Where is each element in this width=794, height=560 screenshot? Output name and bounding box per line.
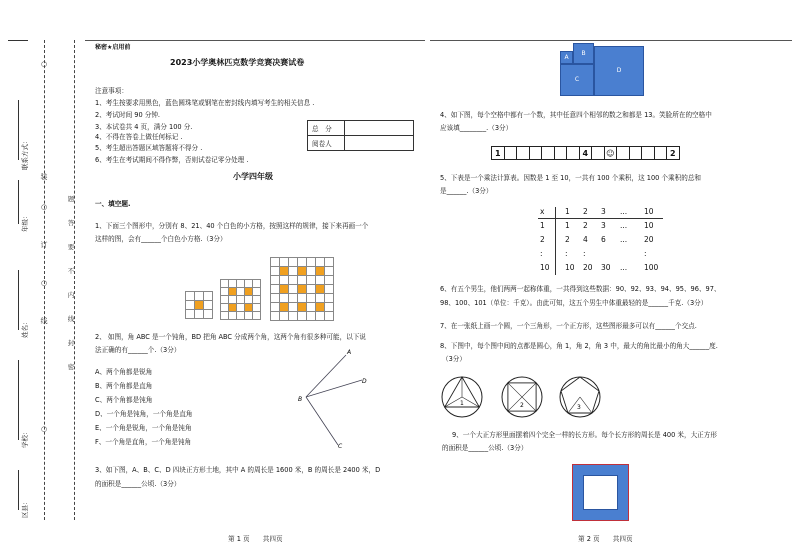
q3-figure — [560, 43, 644, 96]
q5-cell: 100 — [644, 263, 659, 272]
note-line: 1、考生按要求用黑色，蓝色圆珠笔或钢笔在密封线内填写考生的相关信息 . — [95, 99, 315, 107]
q4-cell: 2 — [666, 146, 680, 160]
q4-cell — [541, 146, 555, 160]
q8-angle-1: 1 — [460, 400, 464, 407]
q2-option-a: A、两个角都是锐角 — [95, 368, 153, 376]
q8-angle-2: 2 — [520, 402, 524, 409]
notes-heading: 注意事项： — [95, 87, 128, 95]
score-total-label: 总 分 — [308, 121, 345, 136]
seal-mark: ○ — [40, 203, 48, 211]
note-line: 4、不得在答卷上做任何标记 . — [95, 133, 183, 141]
q5-cell: 30 — [601, 263, 611, 272]
q2-option-c: C、两个角都是钝角 — [95, 396, 153, 404]
q4-sequence — [492, 146, 680, 160]
q4-cell — [654, 146, 668, 160]
seal-mark: ○ — [40, 425, 48, 433]
q5-cell: : — [583, 249, 586, 258]
q4-cell — [629, 146, 643, 160]
q5-cell: 1 — [565, 221, 570, 230]
note-line: 3、本试卷共 4 页，满分 100 分. — [95, 123, 193, 131]
q7-text: 7、在一张纸上画一个圆，一个三角形，一个正方形，这些图形最多可以有______个交点. — [440, 322, 697, 330]
q2-option-e: E、一个角是锐角，一个角是钝角 — [95, 424, 192, 432]
q4-cell — [591, 146, 605, 160]
seal-label: 封 — [67, 339, 75, 347]
binding-school-field[interactable] — [18, 360, 20, 440]
q8-text-2: （3分） — [442, 355, 466, 363]
q5-cell: 6 — [601, 235, 606, 244]
q9-text: 9、一个大正方形里面摆着四个完全一样的长方形。每个长方形的周长是 400 米，大正方形 — [452, 431, 717, 439]
q5-table — [538, 207, 668, 277]
q5-header-divider — [555, 207, 556, 275]
q2-label-c: C — [338, 443, 343, 450]
q1-figure-1 — [185, 291, 212, 318]
q5-cell: 4 — [583, 235, 588, 244]
binding-school: 学校： — [21, 428, 29, 448]
q2-angle-diagram — [290, 345, 367, 450]
grid-cell — [252, 311, 261, 320]
seal-label: 内 — [67, 291, 75, 299]
q4-cell — [566, 146, 580, 160]
q4-text-2: 应该填________.（3分） — [440, 124, 513, 132]
note-line: 2、考试时间 90 分钟. — [95, 111, 161, 119]
q5-cell: 2 — [583, 207, 588, 216]
grade-heading: 小学四年级 — [233, 172, 273, 181]
seal-label: 要 — [67, 243, 75, 251]
q4-cell: 1 — [491, 146, 505, 160]
q5-cell: 20 — [583, 263, 593, 272]
confidential-label: 秘密★启用前 — [95, 44, 131, 51]
footer-left: 第 1 页 共四页 — [228, 535, 283, 543]
binding-name-field[interactable] — [18, 270, 20, 330]
q8-figures — [440, 375, 600, 420]
q5-cell: 20 — [644, 235, 654, 244]
q5-text-2: 是______.（3分） — [440, 187, 493, 195]
q9-figure — [572, 464, 629, 521]
q1-figure-2 — [220, 279, 260, 319]
q5-cell: : — [644, 249, 647, 258]
q4-cell — [641, 146, 655, 160]
q2-label-d: D — [362, 378, 367, 385]
seal-mark: 线 — [40, 317, 48, 325]
q5-cell: 10 — [540, 263, 550, 272]
q4-text: 4、如下图，每个空格中都有一个数，其中任意四个相邻的数之和都是 13。笑脸所在的空格中 — [440, 111, 712, 119]
q3-square-c: C — [560, 64, 594, 96]
score-total-cell[interactable] — [345, 121, 414, 136]
q5-text: 5、下表是一个乘法计算表。因数是 1 至 10，一共有 100 个乘积，这 100 个乘积的总和 — [440, 174, 702, 182]
q5-cell: : — [565, 249, 568, 258]
q4-cell — [616, 146, 630, 160]
q4-cell: 4 — [579, 146, 593, 160]
q8-angle-3: 3 — [577, 404, 581, 411]
seal-label: 线 — [67, 315, 75, 323]
seal-mark: ○ — [40, 60, 48, 68]
q3-text: 3、如下图，A、B、C、D 四块正方形土地，其中 A 的周长是 1600 米，B 的周长是 2400 米，D — [95, 466, 381, 474]
q5-cell: 1 — [540, 221, 545, 230]
q9-text-2: 的面积是______公顷.（3分） — [442, 444, 528, 452]
binding-grade: 年级： — [21, 212, 29, 232]
q5-cell: 10 — [644, 221, 654, 230]
q4-cell: ☺ — [604, 146, 618, 160]
q4-cell — [516, 146, 530, 160]
section-heading: 一、填空题. — [95, 200, 131, 208]
q5-cell: 2 — [583, 221, 588, 230]
grader-cell[interactable] — [345, 136, 414, 151]
q5-cell: x — [540, 207, 545, 216]
q5-cell: 10 — [644, 207, 654, 216]
exam-title: 2023小学奥林匹克数学竞赛决赛试卷 — [170, 58, 305, 67]
q5-cell: ... — [620, 263, 628, 272]
q6-text: 6、有五个男生，他们两两一起称体重，一共得到这些数据：90、92、93、94、95、96、97、 — [440, 285, 721, 293]
q5-cell: ... — [620, 221, 628, 230]
q5-cell: : — [540, 249, 543, 258]
q5-cell: 3 — [601, 207, 606, 216]
q5-cell: 1 — [565, 207, 570, 216]
q5-cell: ... — [620, 235, 628, 244]
q3-square-b: B — [573, 43, 594, 64]
q6-text-2: 98、100、101（单位：千克）。由此可知，这五个男生中体重最轻的是______千克.（3分） — [440, 299, 708, 307]
binding-contact-field[interactable] — [18, 100, 20, 160]
seal-label: 题 — [67, 195, 75, 203]
seal-mark: ○ — [40, 279, 48, 287]
q5-cell: ... — [620, 207, 628, 216]
q5-cell: 2 — [565, 235, 570, 244]
binding-district-field[interactable] — [18, 470, 20, 510]
q3-text-2: 的面积是______公顷.（3分） — [95, 480, 181, 488]
q5-header-line — [538, 218, 663, 219]
q2-option-d: D、一个角是钝角，一个角是直角 — [95, 410, 193, 418]
q4-cell — [504, 146, 518, 160]
grader-label: 阅卷人 — [308, 136, 345, 151]
seal-label: 密 — [67, 363, 75, 371]
q2-text: 2、 如图，角 ABC 是一个钝角，BD 把角 ABC 分成两个角，这两个角有很多种可能，以下说 — [95, 333, 367, 341]
q9-inner-square — [583, 475, 618, 510]
binding-grade-field[interactable] — [18, 180, 20, 224]
q5-cell: 2 — [540, 235, 545, 244]
q3-square-a: A — [560, 51, 573, 64]
q2-label-a: A — [347, 349, 352, 356]
q2-option-b: B、两个角都是直角 — [95, 382, 153, 390]
q4-cell — [529, 146, 543, 160]
seal-label: 不 — [67, 267, 75, 275]
score-table — [307, 120, 414, 151]
binding-name: 姓名： — [21, 318, 29, 338]
q1-text: 1、下面三个图形中，分别有 8、21、40 个白色的小方格，按照这样的规律，接下来再画一个 — [95, 222, 369, 230]
q3-square-d: D — [594, 46, 644, 96]
grid-cell — [324, 311, 334, 321]
q1-text-2: 这样的图，会有______个白色小方格.（3分） — [95, 235, 227, 243]
seal-label: 答 — [67, 219, 75, 227]
q1-figure-3 — [270, 257, 333, 320]
q4-cell — [554, 146, 568, 160]
q2-text-2: 法正确的有______个.（3分） — [95, 346, 181, 354]
seal-mark: 装 — [40, 173, 48, 181]
footer-right: 第 2 页 共四页 — [578, 535, 633, 543]
grid-cell — [203, 309, 213, 319]
seal-mark: 订 — [40, 241, 48, 249]
note-line: 6、考生在考试期间不得作弊，否则试卷记零分处理 . — [95, 156, 249, 164]
binding-district: 区县： — [21, 498, 29, 518]
q8-text: 8、下图中，每个图中间的点都是圆心，角 1，角 2，角 3 中，最大的角比最小的角大______度. — [440, 342, 718, 350]
q2-option-f: F、一个角是直角，一个角是钝角 — [95, 438, 192, 446]
q5-cell: 3 — [601, 221, 606, 230]
note-line: 5、考生超出答题区域答题将不得分 . — [95, 144, 203, 152]
q2-label-b: B — [298, 396, 303, 403]
q5-cell: 10 — [565, 263, 575, 272]
binding-contact: 联系方式： — [21, 137, 29, 170]
